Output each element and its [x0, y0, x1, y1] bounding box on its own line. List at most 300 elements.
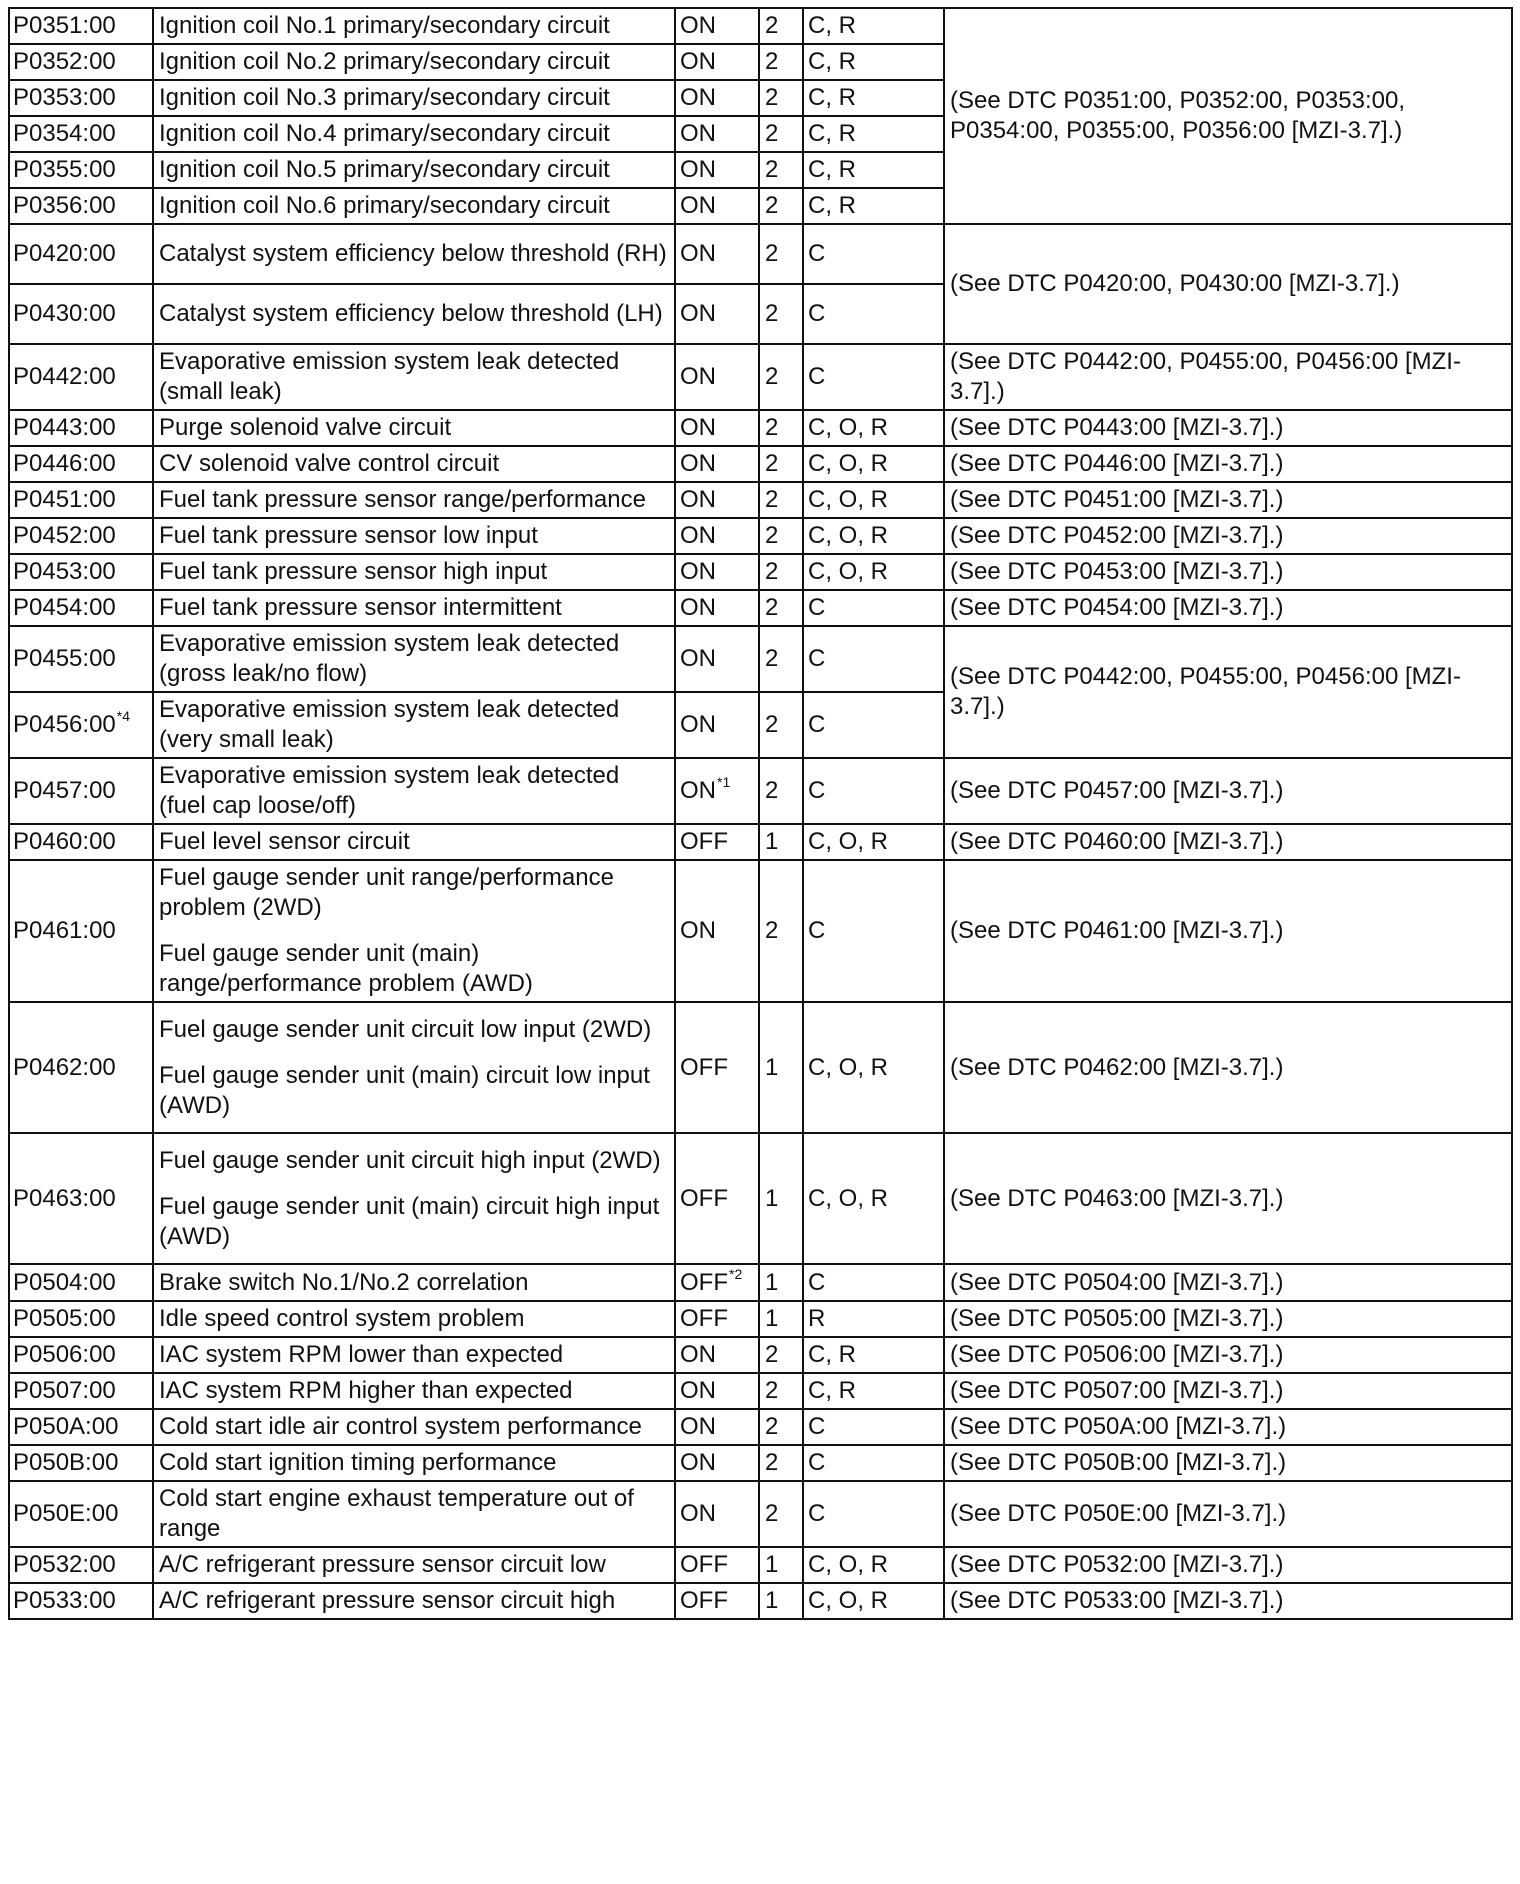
mil-cell — [675, 224, 759, 284]
monitor-item: C, R — [808, 12, 856, 39]
dtc-code-cell — [9, 1133, 153, 1264]
dtc-code: P050E:00 — [13, 1500, 119, 1527]
drive-cycle-cell — [759, 1445, 803, 1481]
dtc-code: P0443:00 — [13, 414, 116, 441]
monitor-item: C, R — [808, 84, 856, 111]
dtc-code-cell — [9, 824, 153, 860]
mil-cell — [675, 446, 759, 482]
reference-cell — [944, 344, 1512, 410]
reference-link: (See DTC P0451:00 [MZI-3.7].) — [950, 486, 1284, 513]
table-row — [9, 1373, 1512, 1409]
description-cell — [153, 824, 675, 860]
reference-cell — [944, 1481, 1512, 1547]
monitor-item-cell — [803, 44, 944, 80]
description-cell — [153, 446, 675, 482]
dtc-code-cell — [9, 224, 153, 284]
reference-link: (See DTC P0533:00 [MZI-3.7].) — [950, 1587, 1284, 1614]
dtc-code: P0463:00 — [13, 1184, 116, 1212]
monitor-item-cell — [803, 410, 944, 446]
drive-cycle: 2 — [765, 486, 779, 513]
description-text: A/C refrigerant pressure sensor circuit high — [159, 1587, 616, 1614]
mil-cell — [675, 1409, 759, 1445]
drive-cycle: 1 — [765, 828, 779, 855]
monitor-item-cell — [803, 1002, 944, 1133]
reference-cell — [944, 1373, 1512, 1409]
description-text: Ignition coil No.3 primary/secondary circuit — [159, 84, 610, 111]
description-text: Cold start idle air control system performance — [159, 1413, 642, 1440]
description-cell — [153, 1002, 675, 1133]
monitor-item-cell — [803, 1445, 944, 1481]
dtc-code: P0456:00 — [13, 711, 116, 738]
monitor-item: C — [808, 777, 826, 804]
drive-cycle: 1 — [765, 1587, 779, 1614]
mil-cell — [675, 554, 759, 590]
mil-status: ON — [680, 711, 716, 738]
dtc-code-cell — [9, 1373, 153, 1409]
description-text: Fuel gauge sender unit (main) range/performance problem (AWD) — [159, 940, 533, 997]
mil-status: ON — [680, 486, 716, 513]
mil-status: ON — [680, 1449, 716, 1476]
dtc-code: P0446:00 — [13, 450, 116, 477]
mil-status: ON — [680, 917, 716, 944]
monitor-item-cell — [803, 284, 944, 344]
description-text: Evaporative emission system leak detected (very small leak) — [159, 696, 620, 753]
mil-cell — [675, 1373, 759, 1409]
mil-cell — [675, 482, 759, 518]
monitor-item-cell — [803, 152, 944, 188]
mil-cell — [675, 824, 759, 860]
drive-cycle: 1 — [765, 1268, 779, 1296]
description-cell — [153, 8, 675, 44]
mil-status: ON — [680, 414, 716, 441]
dtc-code-cell — [9, 344, 153, 410]
monitor-item-cell — [803, 1373, 944, 1409]
dtc-code-cell — [9, 626, 153, 692]
description-text: A/C refrigerant pressure sensor circuit low — [159, 1551, 606, 1578]
reference-cell — [944, 518, 1512, 554]
reference-link: (See DTC P0507:00 [MZI-3.7].) — [950, 1377, 1284, 1404]
dtc-code: P0354:00 — [13, 120, 116, 147]
drive-cycle-cell — [759, 1337, 803, 1373]
drive-cycle: 2 — [765, 558, 779, 585]
drive-cycle: 1 — [765, 1184, 779, 1212]
drive-cycle: 2 — [765, 645, 779, 672]
dtc-code-cell — [9, 590, 153, 626]
description-text: Evaporative emission system leak detected (fuel cap loose/off) — [159, 762, 620, 819]
mil-cell — [675, 626, 759, 692]
monitor-item-cell — [803, 1133, 944, 1264]
monitor-item: C — [808, 917, 826, 944]
dtc-code: P0452:00 — [13, 522, 116, 549]
description-cell — [153, 284, 675, 344]
drive-cycle: 2 — [765, 300, 779, 327]
monitor-item: C — [808, 645, 826, 672]
monitor-item-cell — [803, 8, 944, 44]
description-text: IAC system RPM higher than expected — [159, 1377, 573, 1404]
dtc-code: P0507:00 — [13, 1377, 116, 1404]
dtc-code: P0453:00 — [13, 558, 116, 585]
description-cell — [153, 518, 675, 554]
monitor-item-cell — [803, 446, 944, 482]
description-cell — [153, 1445, 675, 1481]
description-text: Purge solenoid valve circuit — [159, 414, 452, 441]
description-cell — [153, 692, 675, 758]
mil-cell — [675, 344, 759, 410]
dtc-code-cell — [9, 1409, 153, 1445]
dtc-code-cell — [9, 1481, 153, 1547]
table-row — [9, 554, 1512, 590]
monitor-item-cell — [803, 518, 944, 554]
mil-cell — [675, 8, 759, 44]
monitor-item: C, R — [808, 156, 856, 183]
mil-status: ON — [680, 522, 716, 549]
table-row — [9, 1445, 1512, 1481]
drive-cycle: 2 — [765, 1377, 779, 1404]
monitor-item-cell — [803, 590, 944, 626]
description-text: Fuel gauge sender unit circuit low input (2WD) — [159, 1015, 652, 1043]
mil-cell — [675, 152, 759, 188]
description-text: Cold start ignition timing performance — [159, 1449, 557, 1476]
reference-cell — [944, 1133, 1512, 1264]
drive-cycle: 2 — [765, 192, 779, 219]
monitor-item: C, R — [808, 1341, 856, 1368]
monitor-item: C, O, R — [808, 486, 889, 513]
mil-cell — [675, 116, 759, 152]
dtc-code: P0352:00 — [13, 48, 116, 75]
mil-status: ON — [680, 48, 716, 75]
description-text: Fuel gauge sender unit range/performance problem (2WD) — [159, 864, 614, 921]
dtc-code-cell — [9, 1445, 153, 1481]
monitor-item-cell — [803, 758, 944, 824]
monitor-item-cell — [803, 824, 944, 860]
description-cell — [153, 116, 675, 152]
description-cell — [153, 344, 675, 410]
drive-cycle: 2 — [765, 1341, 779, 1368]
reference-cell — [944, 626, 1512, 758]
description-cell — [153, 758, 675, 824]
reference-link: (See DTC P0452:00 [MZI-3.7].) — [950, 522, 1284, 549]
mil-status: OFF — [680, 1268, 728, 1296]
monitor-item: C, R — [808, 192, 856, 219]
drive-cycle-cell — [759, 284, 803, 344]
description-cell — [153, 152, 675, 188]
dtc-table — [8, 7, 1513, 1620]
dtc-code-cell — [9, 1301, 153, 1337]
monitor-item-cell — [803, 1547, 944, 1583]
monitor-item: C — [808, 1268, 826, 1296]
mil-cell — [675, 1547, 759, 1583]
drive-cycle-cell — [759, 482, 803, 518]
mil-cell — [675, 1337, 759, 1373]
mil-status: ON — [680, 120, 716, 147]
description-cell — [153, 1133, 675, 1264]
monitor-item: C, O, R — [808, 1551, 889, 1578]
description-text: Cold start engine exhaust temperature out of range — [159, 1485, 634, 1542]
reference-link: (See DTC P0460:00 [MZI-3.7].) — [950, 828, 1284, 855]
table-row — [9, 1547, 1512, 1583]
dtc-code-cell — [9, 1583, 153, 1619]
drive-cycle-cell — [759, 344, 803, 410]
reference-cell — [944, 410, 1512, 446]
monitor-item-cell — [803, 224, 944, 284]
reference-cell — [944, 590, 1512, 626]
reference-link: (See DTC P0351:00, P0352:00, P0353:00, P0354:00, P0355:00, P0356:00 [MZI-3.7].) — [950, 87, 1405, 144]
description-text: Fuel gauge sender unit circuit high input (2WD) — [159, 1146, 661, 1174]
drive-cycle-cell — [759, 554, 803, 590]
monitor-item: C, R — [808, 1377, 856, 1404]
reference-link: (See DTC P050B:00 [MZI-3.7].) — [950, 1449, 1287, 1476]
dtc-code-cell — [9, 1337, 153, 1373]
description-cell — [153, 1301, 675, 1337]
drive-cycle-cell — [759, 518, 803, 554]
drive-cycle: 2 — [765, 777, 779, 804]
table-row — [9, 1409, 1512, 1445]
reference-cell — [944, 8, 1512, 224]
description-cell — [153, 482, 675, 518]
monitor-item: C — [808, 1500, 826, 1527]
dtc-code: P0533:00 — [13, 1587, 116, 1614]
description-cell — [153, 1547, 675, 1583]
reference-cell — [944, 1301, 1512, 1337]
dtc-code: P0442:00 — [13, 363, 116, 390]
reference-link: (See DTC P0442:00, P0455:00, P0456:00 [MZI-3.7].) — [950, 663, 1461, 720]
monitor-item: C — [808, 1449, 826, 1476]
drive-cycle-cell — [759, 824, 803, 860]
monitor-item: C — [808, 711, 826, 738]
dtc-code-cell — [9, 446, 153, 482]
description-cell — [153, 1481, 675, 1547]
reference-link: (See DTC P0457:00 [MZI-3.7].) — [950, 777, 1284, 804]
table-row — [9, 860, 1512, 1002]
mil-status: ON — [680, 645, 716, 672]
drive-cycle-cell — [759, 1133, 803, 1264]
monitor-item: C — [808, 594, 826, 621]
drive-cycle: 2 — [765, 522, 779, 549]
reference-cell — [944, 482, 1512, 518]
mil-status: OFF — [680, 828, 728, 855]
description-text: CV solenoid valve control circuit — [159, 450, 500, 477]
mil-cell — [675, 1133, 759, 1264]
reference-link: (See DTC P0453:00 [MZI-3.7].) — [950, 558, 1284, 585]
reference-cell — [944, 1002, 1512, 1133]
table-row — [9, 1583, 1512, 1619]
mil-status: ON — [680, 240, 716, 267]
drive-cycle: 2 — [765, 1500, 779, 1527]
reference-cell — [944, 824, 1512, 860]
mil-cell — [675, 44, 759, 80]
description-cell — [153, 860, 675, 1002]
description-text: Fuel level sensor circuit — [159, 828, 410, 855]
footnote-mark: *4 — [116, 708, 130, 724]
mil-status: ON — [680, 300, 716, 327]
table-row — [9, 1301, 1512, 1337]
description-text: Ignition coil No.5 primary/secondary circuit — [159, 156, 610, 183]
description-cell — [153, 188, 675, 224]
reference-link: (See DTC P0420:00, P0430:00 [MZI-3.7].) — [950, 270, 1400, 297]
monitor-item-cell — [803, 188, 944, 224]
drive-cycle-cell — [759, 1481, 803, 1547]
drive-cycle-cell — [759, 1264, 803, 1301]
description-cell — [153, 626, 675, 692]
drive-cycle-cell — [759, 1002, 803, 1133]
monitor-item: C — [808, 240, 826, 267]
mil-status: ON — [680, 1413, 716, 1440]
table-row — [9, 446, 1512, 482]
mil-cell — [675, 860, 759, 1002]
dtc-code: P050B:00 — [13, 1449, 119, 1476]
drive-cycle-cell — [759, 860, 803, 1002]
reference-cell — [944, 1409, 1512, 1445]
mil-cell — [675, 284, 759, 344]
table-row — [9, 590, 1512, 626]
reference-cell — [944, 1445, 1512, 1481]
drive-cycle: 1 — [765, 1551, 779, 1578]
mil-status: ON — [680, 156, 716, 183]
drive-cycle: 2 — [765, 1413, 779, 1440]
mil-status: OFF — [680, 1551, 728, 1578]
dtc-code-cell — [9, 1547, 153, 1583]
mil-cell — [675, 188, 759, 224]
mil-status: ON — [680, 192, 716, 219]
drive-cycle-cell — [759, 626, 803, 692]
description-text: Evaporative emission system leak detected (gross leak/no flow) — [159, 630, 620, 687]
reference-cell — [944, 446, 1512, 482]
monitor-item-cell — [803, 1583, 944, 1619]
monitor-item: C, O, R — [808, 522, 889, 549]
dtc-code: P0353:00 — [13, 84, 116, 111]
drive-cycle: 2 — [765, 84, 779, 111]
table-row — [9, 824, 1512, 860]
drive-cycle: 2 — [765, 414, 779, 441]
dtc-code: P0420:00 — [13, 240, 116, 267]
table-row — [9, 410, 1512, 446]
mil-status: ON — [680, 777, 716, 804]
table-row — [9, 1133, 1512, 1264]
description-cell — [153, 410, 675, 446]
dtc-code: P0532:00 — [13, 1551, 116, 1578]
reference-link: (See DTC P0461:00 [MZI-3.7].) — [950, 917, 1284, 944]
monitor-item-cell — [803, 116, 944, 152]
dtc-code: P0356:00 — [13, 192, 116, 219]
monitor-item: C, O, R — [808, 450, 889, 477]
dtc-code: P0351:00 — [13, 12, 116, 39]
description-text: IAC system RPM lower than expected — [159, 1341, 564, 1368]
mil-cell — [675, 80, 759, 116]
mil-status: ON — [680, 1341, 716, 1368]
reference-cell — [944, 554, 1512, 590]
mil-status: ON — [680, 84, 716, 111]
reference-link: (See DTC P0504:00 [MZI-3.7].) — [950, 1268, 1284, 1296]
description-text: Ignition coil No.1 primary/secondary circuit — [159, 12, 610, 39]
mil-status: ON — [680, 363, 716, 390]
mil-status: ON — [680, 594, 716, 621]
mil-cell — [675, 1301, 759, 1337]
description-cell — [153, 1373, 675, 1409]
monitor-item-cell — [803, 626, 944, 692]
monitor-item-cell — [803, 692, 944, 758]
dtc-code-cell — [9, 44, 153, 80]
description-cell — [153, 1264, 675, 1301]
reference-link: (See DTC P0443:00 [MZI-3.7].) — [950, 414, 1284, 441]
description-cell — [153, 1409, 675, 1445]
table-row — [9, 1002, 1512, 1133]
mil-status: OFF — [680, 1587, 728, 1614]
reference-cell — [944, 1264, 1512, 1301]
dtc-code: P0454:00 — [13, 594, 116, 621]
mil-status: ON — [680, 450, 716, 477]
monitor-item: C, R — [808, 120, 856, 147]
dtc-code-cell — [9, 152, 153, 188]
mil-cell — [675, 1445, 759, 1481]
table-row — [9, 482, 1512, 518]
mil-cell — [675, 518, 759, 554]
table-row — [9, 344, 1512, 410]
reference-cell — [944, 1547, 1512, 1583]
dtc-code-cell — [9, 692, 153, 758]
description-text: Ignition coil No.2 primary/secondary circuit — [159, 48, 610, 75]
drive-cycle: 2 — [765, 917, 779, 944]
mil-cell — [675, 1264, 759, 1301]
drive-cycle: 2 — [765, 711, 779, 738]
dtc-code-cell — [9, 482, 153, 518]
monitor-item: C, O, R — [808, 828, 889, 855]
dtc-code-cell — [9, 860, 153, 1002]
mil-status: OFF — [680, 1184, 728, 1212]
monitor-item: C, R — [808, 48, 856, 75]
table-row — [9, 1264, 1512, 1301]
table-row — [9, 8, 1512, 44]
drive-cycle: 1 — [765, 1305, 779, 1332]
table-row — [9, 518, 1512, 554]
drive-cycle: 1 — [765, 1053, 779, 1081]
description-text: Fuel gauge sender unit (main) circuit low input (AWD) — [159, 1061, 650, 1119]
reference-link: (See DTC P0463:00 [MZI-3.7].) — [950, 1184, 1284, 1212]
reference-link: (See DTC P0505:00 [MZI-3.7].) — [950, 1305, 1284, 1332]
dtc-code: P0461:00 — [13, 917, 116, 944]
drive-cycle: 2 — [765, 1449, 779, 1476]
description-text: Brake switch No.1/No.2 correlation — [159, 1268, 529, 1296]
drive-cycle-cell — [759, 1301, 803, 1337]
monitor-item-cell — [803, 1301, 944, 1337]
mil-status: ON — [680, 558, 716, 585]
dtc-code-cell — [9, 554, 153, 590]
drive-cycle: 2 — [765, 48, 779, 75]
monitor-item-cell — [803, 554, 944, 590]
footnote-mark: *2 — [729, 1265, 743, 1282]
reference-cell — [944, 758, 1512, 824]
drive-cycle-cell — [759, 80, 803, 116]
dtc-code: P0355:00 — [13, 156, 116, 183]
dtc-code-cell — [9, 758, 153, 824]
dtc-code-cell — [9, 1002, 153, 1133]
drive-cycle: 2 — [765, 594, 779, 621]
dtc-code: P050A:00 — [13, 1413, 119, 1440]
description-text: Fuel gauge sender unit (main) circuit high input (AWD) — [159, 1192, 660, 1250]
monitor-item: C, O, R — [808, 414, 889, 441]
drive-cycle-cell — [759, 590, 803, 626]
drive-cycle-cell — [759, 116, 803, 152]
mil-cell — [675, 1002, 759, 1133]
description-cell — [153, 554, 675, 590]
table-row — [9, 626, 1512, 692]
mil-status: OFF — [680, 1053, 728, 1081]
dtc-code-cell — [9, 1264, 153, 1301]
drive-cycle-cell — [759, 758, 803, 824]
monitor-item: C — [808, 1413, 826, 1440]
dtc-code: P0460:00 — [13, 828, 116, 855]
drive-cycle-cell — [759, 188, 803, 224]
dtc-code-cell — [9, 116, 153, 152]
